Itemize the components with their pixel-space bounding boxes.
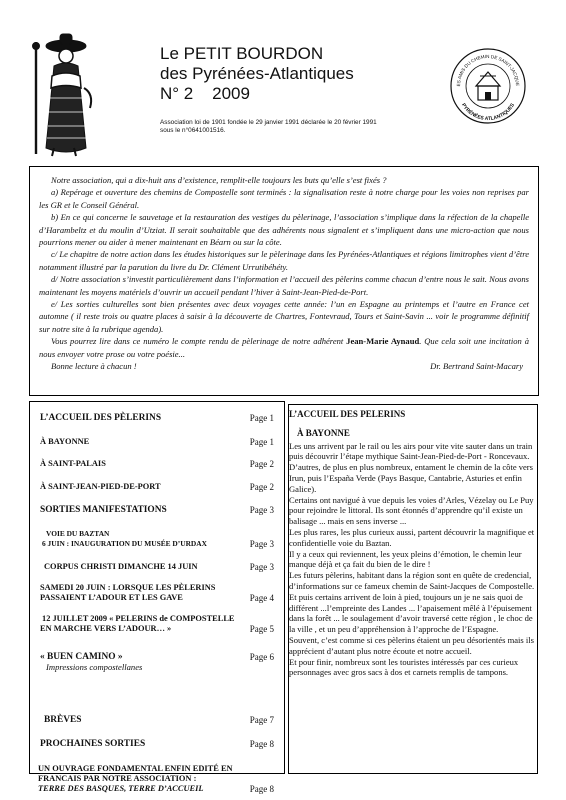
association-line-1: Association loi de 1901 fondée le 29 janvier 1991 déclarée le 20 février 1991 [160, 119, 377, 126]
toc-page: Page 3 [249, 539, 274, 549]
toc-page: Page 1 [249, 413, 274, 423]
toc-page: Page 8 [249, 784, 274, 794]
toc-page: Page 1 [249, 437, 274, 447]
toc-label: À BAYONNE [40, 437, 90, 446]
toc-row [42, 529, 274, 549]
article-paragraph: Et puis certains arrivent de loin à pied, toujours un je ne sais quoi de différent ...l’empreinte des Landes ... l’apaisement mêlé à l’épuisement dans la forêt ... le soulagement d’avoir traversé cette région , le choc de la ville , et un peu d’appréhension à l’approche de l’Espagne. [289, 591, 533, 635]
article-paragraph: Certains ont navigué à vue depuis les voies d’Arles, Vézelay ou Le Puy pour rejoindre le littoral. Ils sont étonnés d’apprendre qu’il existe un balisage ... mais en sens inverse ... [289, 494, 534, 527]
toc-page: Page 5 [249, 624, 274, 634]
toc-row [40, 482, 274, 492]
toc-label: À SAINT-JEAN-PIED-DE-PORT [40, 482, 161, 491]
editorial-paragraph-d: d/ Notre association s’investit particulièrement dans l’information et l’accueil des pèlerins comme chacun d’entre nous le sait. Nous avons maintenant les moyens matériels d’ouvrir un accueil pendant l’hiver à Saint-Jean-Pied-de-Port. [39, 274, 529, 297]
toc-label: SORTIES MANIFESTATIONS [40, 505, 167, 515]
masthead-line-2: des Pyrénées-Atlantiques [160, 64, 354, 83]
editorial-signoff [39, 360, 529, 372]
pilgrim-engraving-illustration [24, 28, 104, 160]
toc-row [40, 505, 274, 515]
editorial-paragraph-e: e/ Les sorties culturelles sont bien présentes avec deux voyages cette année: l’un en Espagne au printemps et l’autre en France cet automne ( il reste trois ou quatre places à saisir à la découverte de Chartres, Fontevraud, Tours et Saint-Savin ... voir le programme définitif sur notre site à la rubrique agenda). [39, 299, 529, 334]
editorial-greeting: Bonne lecture à chacun ! [51, 361, 137, 372]
editorial-paragraph-c: c/ Le chapitre de notre action dans les études historiques sur le pèlerinage dans les Pyrénées-Atlantiques et régions limitrophes vient d’être notamment illustré par la parution du livre du Dr. Clément Urrutibéhéty. [39, 249, 529, 272]
toc-row [40, 413, 274, 423]
toc-label-line-1: VOIE DU BAZTAN [46, 529, 110, 538]
toc-page: Page 6 [249, 652, 274, 662]
editorial-paragraph-closing [39, 335, 529, 360]
toc-label: BRÈVES [44, 715, 82, 725]
masthead-line-3: N° 2 2009 [160, 84, 250, 103]
toc-page: Page 7 [249, 715, 274, 725]
toc-row [40, 583, 274, 603]
toc-label-line-1: UN OUVRAGE FONDAMENTAL ENFIN EDITÉ EN [38, 764, 233, 773]
article-column [288, 404, 538, 774]
article-paragraph: D’autres, de plus en plus nombreux, entament le chemin de la côte vers Irun, puis l’España Verde (Pays Basque, Cantabrie, Asturies et enfin Galice). [289, 462, 533, 494]
adherent-name: Jean-Marie Aynaud [346, 336, 420, 347]
toc-label: À SAINT-PALAIS [40, 459, 106, 468]
toc-page: Page 2 [249, 482, 274, 492]
toc-label [40, 583, 215, 603]
toc-label-line-3: TERRE DES BASQUES, TERRE D’ACCUEIL [38, 784, 204, 793]
editorial-paragraph-a: a) Repérage et ouverture des chemins de Compostelle sont terminés : la signalisation reste à notre charge pour les voies non reprises par les GR et le Conseil Général. [39, 187, 529, 210]
masthead-line-1: Le PETIT BOURDON [160, 44, 324, 63]
toc-label-line-1: « BUEN CAMINO » [40, 652, 123, 662]
association-seal-logo [448, 46, 528, 126]
article-paragraph: Et pour finir, nombreux sont les touristes intéressés par ces curieux personnages avec gros sacs à dos et carnets remplis de tampons. [289, 656, 519, 678]
article-paragraph: Les plus rares, les plus curieux aussi, partent découvrir la magnifique et confidentielle voie du Baztan. [289, 526, 535, 548]
article-paragraph: Les futurs pèlerins, habitant dans la région sont en quête de credencial, d’informations sur ce fameux chemin de Saint-Jacques de Compostelle. [289, 570, 535, 591]
toc-row [40, 652, 274, 672]
seal-top-text: ES AMIS DU CHEMIN DE SAINT-JACQUE [455, 53, 521, 87]
toc-label [42, 529, 207, 549]
toc-label [40, 614, 235, 634]
article-subheading: À BAYONNE [297, 427, 350, 438]
toc-page: Page 3 [249, 505, 274, 515]
article-paragraph: Il y a ceux qui reviennent, les yeux pleins d’émotion, le chemin leur manque déjà et ça fait du bien de le dire ! [289, 548, 522, 570]
toc-subtitle: Impressions compostellanes [46, 662, 143, 672]
toc-label: L’ACCUEIL DES PÈLERINS [40, 413, 162, 423]
association-info [160, 119, 377, 135]
editorial-closing-text-2: . Que cela soit une incitation à nous envoyer votre prose ou votre poésie... [39, 336, 529, 359]
toc-row [44, 715, 274, 725]
toc-row [40, 739, 274, 749]
editorial-paragraph-b: b) En ce qui concerne le sauvetage et la restauration des vestiges du pèlerinage, l’association s’implique dans la réfection de la chapelle d’Harambeltz et du moulin d’Utziat. Il serait souhaitable que des adhérents nous signalent et s’impliquent dans une micro-action que nous pourrions mener ou aider à mener maintenant en Béarn ou sur la côte. [39, 212, 529, 248]
toc-label [38, 764, 233, 794]
seal-bottom-text: PYRÉNÉES ATLANTIQUES [460, 102, 516, 123]
toc-label [40, 652, 142, 672]
toc-label-line-2: PASSAIENT L’ADOUR ET LES GAVE [40, 593, 183, 602]
article-heading: L’ACCUEIL DES PELERINS [289, 409, 406, 419]
toc-row [38, 764, 274, 794]
editorial-box [29, 166, 539, 396]
toc-label: CORPUS CHRISTI DIMANCHE 14 JUIN [44, 562, 198, 571]
editorial-signature: Dr. Bertrand Saint-Macary [430, 361, 523, 372]
toc-page: Page 2 [249, 459, 274, 469]
article-paragraph: Souvent, c’est comme si ces pèlerins étaient un peu désorientés mais ils apprécient d’autant plus notre écoute et notre accueil. [289, 634, 534, 656]
masthead-title [160, 44, 354, 104]
toc-label-line-2: EN MARCHE VERS L’ADOUR… » [40, 624, 172, 633]
toc-label-line-2: 6 JUIN : INAUGURATION DU MUSÉE D’URDAX [42, 539, 207, 548]
table-of-contents [29, 401, 285, 794]
toc-page: Page 8 [249, 739, 274, 749]
toc-page: Page 4 [249, 593, 274, 603]
association-line-2: sous le n°0641001516. [160, 127, 226, 134]
toc-page: Page 3 [249, 562, 274, 572]
toc-row [40, 614, 274, 634]
toc-row [40, 459, 274, 469]
toc-label-line-1: SAMEDI 20 JUIN : LORSQUE LES PÈLERINS [40, 583, 216, 592]
toc-row [44, 562, 274, 572]
svg-text:PYRÉNÉES ATLANTIQUES [460, 102, 516, 122]
toc-label-line-1: 12 JUILLET 2009 « PELERINS de COMPOSTELLE [42, 614, 235, 623]
editorial-paragraph-intro: Notre association, qui a dix-huit ans d’existence, remplit-elle toujours les buts qu’elle s’est fixés ? [51, 175, 387, 185]
toc-row [40, 437, 274, 447]
toc-label-line-2: FRANCAIS PAR NOTRE ASSOCIATION : [38, 774, 197, 783]
editorial-closing-text-1: Vous pourrez lire dans ce numéro le compte rendu de pèlerinage de notre adhérent [51, 336, 347, 347]
toc-label: PROCHAINES SORTIES [40, 739, 146, 749]
article-paragraph: Les uns arrivent par le rail ou les airs pour vite vite sauter dans un train puis découvrir l’étape mythique Saint-Jean-Pied-de-Port - Roncevaux. [289, 440, 533, 462]
